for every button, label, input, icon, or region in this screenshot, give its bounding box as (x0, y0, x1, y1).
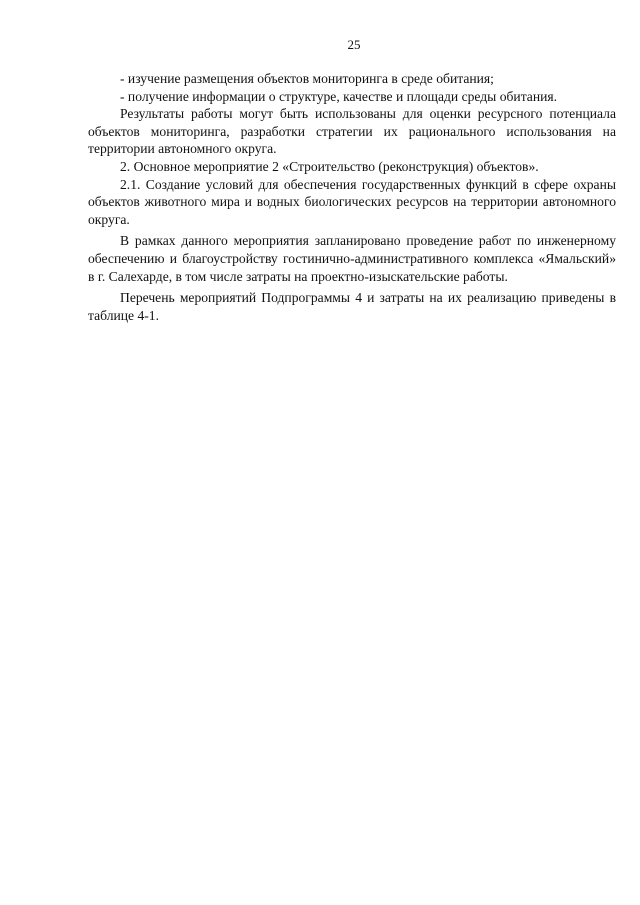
page-number: 25 (347, 37, 361, 52)
paragraph-activity-2-1: 2.1. Создание условий для обеспечения государственных функций в сфере охраны объектов животного мира и водных биологических ресурсов на территории автономного округа. (88, 176, 616, 227)
bullet-habitat-placement: - изучение размещения объектов мониторинга в среде обитания; (120, 71, 494, 86)
paragraph-results: Результаты работы могут быть использованы для оценки ресурсного потенциала объектов мониторинга, разработки стратегии их рационального использования на территории автономного округа. (88, 106, 616, 157)
document-body (88, 70, 616, 324)
paragraph-main-activity-2: 2. Основное мероприятие 2 «Строительство (реконструкция) объектов». (120, 158, 539, 174)
bullet-habitat-information: - получение информации о структуре, качестве и площади среды обитания. (120, 88, 558, 104)
paragraph-table-reference: Перечень мероприятий Подпрограммы 4 и затраты на их реализацию приведены в таблице 4-1. (88, 290, 616, 323)
paragraph-planned-works: В рамках данного мероприятия запланировано проведение работ по инженерному обеспечению и благоустройству гостинично-административного комплекса «Ямальский» в г. Салехарде, в том числе затраты на проектно-изыскательские работы. (88, 233, 616, 284)
